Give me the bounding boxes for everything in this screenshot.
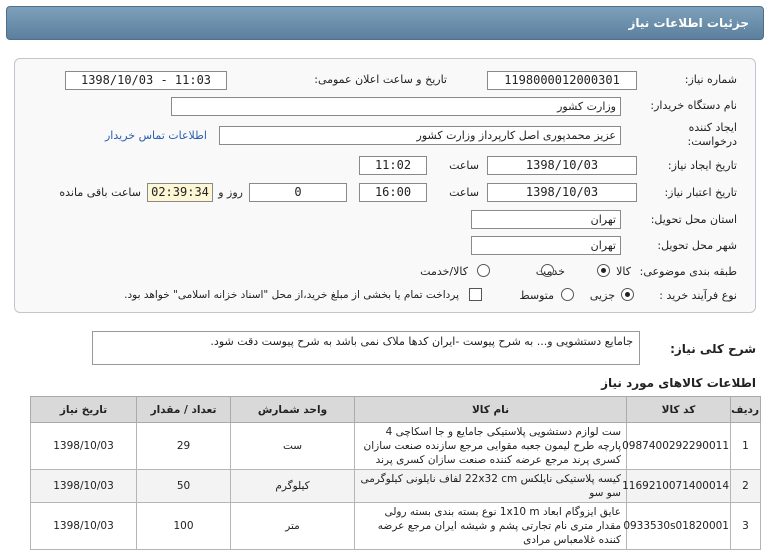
cell-row: 2 [731, 470, 761, 503]
valid-date-label: تاریخ اعتبار نیاز: [664, 186, 737, 199]
process-option-medium: متوسط [519, 289, 554, 302]
treasury-payment-note: پرداخت تمام یا بخشی از مبلغ خرید،از محل "اسناد خزانه اسلامی" خواهد بود. [124, 289, 459, 301]
cell-qty: 100 [137, 503, 231, 550]
buyer-contact-link[interactable]: اطلاعات تماس خریدار [105, 129, 207, 142]
cell-row: 3 [731, 503, 761, 550]
creator-field[interactable]: عزیز محمدپوری اصل کارپرداز وزارت کشور [219, 126, 621, 145]
need-number-label: شماره نیاز: [684, 73, 737, 86]
category-option-service: خدمت [535, 265, 565, 278]
description-label: شرح کلی نیاز: [670, 342, 756, 356]
buyer-field[interactable]: وزارت کشور [171, 97, 621, 116]
treasury-payment-checkbox[interactable] [469, 288, 482, 301]
remaining-time-field: 02:39:34 [147, 183, 213, 202]
city-field[interactable]: تهران [471, 236, 621, 255]
process-radio-medium[interactable] [561, 288, 574, 301]
cell-code: 1169210071400014 [627, 470, 731, 503]
create-time-label: ساعت [449, 159, 479, 172]
col-header-name: نام کالا [355, 397, 627, 423]
table-row[interactable] [31, 503, 761, 550]
days-field[interactable]: 0 [249, 183, 347, 202]
table-row[interactable] [31, 470, 761, 503]
create-time-field[interactable]: 11:02 [359, 156, 427, 175]
valid-time-label: ساعت [449, 186, 479, 199]
province-field[interactable]: تهران [471, 210, 621, 229]
creator-label-line1: ایجاد کننده [688, 121, 737, 134]
remaining-time-label: ساعت باقی مانده [59, 186, 141, 199]
description-text: جامایع دستشویی و... به شرح پیوست -ایران کدها ملاک نمی باشد به شرح پیوست دقت شود. [92, 331, 640, 365]
cell-qty: 50 [137, 470, 231, 503]
valid-date-field[interactable]: 1398/10/03 [487, 183, 637, 202]
announce-date-field[interactable]: 1398/10/03 - 11:03 [65, 71, 227, 90]
category-radio-goods[interactable] [597, 264, 610, 277]
category-label: طبقه بندی موضوعی: [639, 265, 737, 278]
cell-date: 1398/10/03 [31, 423, 137, 470]
need-number-field[interactable]: 1198000012000301 [487, 71, 637, 90]
need-info-panel [14, 58, 756, 313]
cell-code: 0933530s01820001 [627, 503, 731, 550]
page-header [6, 6, 764, 40]
buyer-label: نام دستگاه خریدار: [650, 99, 737, 112]
valid-time-field[interactable]: 16:00 [359, 183, 427, 202]
create-date-field[interactable]: 1398/10/03 [487, 156, 637, 175]
category-option-goods-service: کالا/خدمت [420, 265, 468, 278]
goods-table-header [31, 397, 761, 423]
cell-unit: متر [231, 503, 355, 550]
category-option-goods: کالا [616, 265, 631, 278]
cell-qty: 29 [137, 423, 231, 470]
cell-date: 1398/10/03 [31, 503, 137, 550]
days-label: روز و [218, 186, 243, 199]
cell-unit: کیلوگرم [231, 470, 355, 503]
cell-date: 1398/10/03 [31, 470, 137, 503]
table-row[interactable] [31, 423, 761, 470]
category-radio-goods-service[interactable] [477, 264, 490, 277]
cell-name: عایق ایزوگام ابعاد 1x10 m نوع بسته بندی بسته رولی مقدار متری نام تجارتی پشم و شیشه ایران مرجع عرضه کننده غلامعباس مرادی [355, 503, 627, 550]
cell-code: 0987400292290011 [627, 423, 731, 470]
col-header-row: ردیف [731, 397, 761, 423]
process-label: نوع فرآیند خرید : [659, 289, 737, 302]
page-title: جزئیات اطلاعات نیاز [628, 16, 749, 30]
col-header-code: کد کالا [627, 397, 731, 423]
col-header-qty: تعداد / مقدار [137, 397, 231, 423]
process-radio-minor[interactable] [621, 288, 634, 301]
creator-label-line2: درخواست: [687, 135, 737, 148]
cell-unit: ست [231, 423, 355, 470]
create-date-label: تاریخ ایجاد نیاز: [667, 159, 737, 172]
cell-name: کیسه پلاستیکی نایلکس 22x32 cm لفاف نایلونی کیلوگرمی سو سو [355, 470, 627, 503]
province-label: استان محل تحویل: [650, 213, 737, 226]
goods-section-title: اطلاعات کالاهای مورد نیاز [601, 376, 756, 390]
cell-row: 1 [731, 423, 761, 470]
col-header-unit: واحد شمارش [231, 397, 355, 423]
col-header-date: تاریخ نیاز [31, 397, 137, 423]
cell-name: ست لوازم دستشویی پلاستیکی جامایع و جا اسکاچی 4 پارچه طرح لیمون جعبه مقوایی مرجع سازنده صنعت سازان کسری پرند مرجع عرضه کننده صنعت سازان کسری پرند [355, 423, 627, 470]
process-option-minor: جزیی [589, 289, 615, 302]
goods-table [30, 396, 761, 550]
announce-date-label: تاریخ و ساعت اعلان عمومی: [314, 73, 447, 86]
city-label: شهر محل تحویل: [657, 239, 737, 252]
